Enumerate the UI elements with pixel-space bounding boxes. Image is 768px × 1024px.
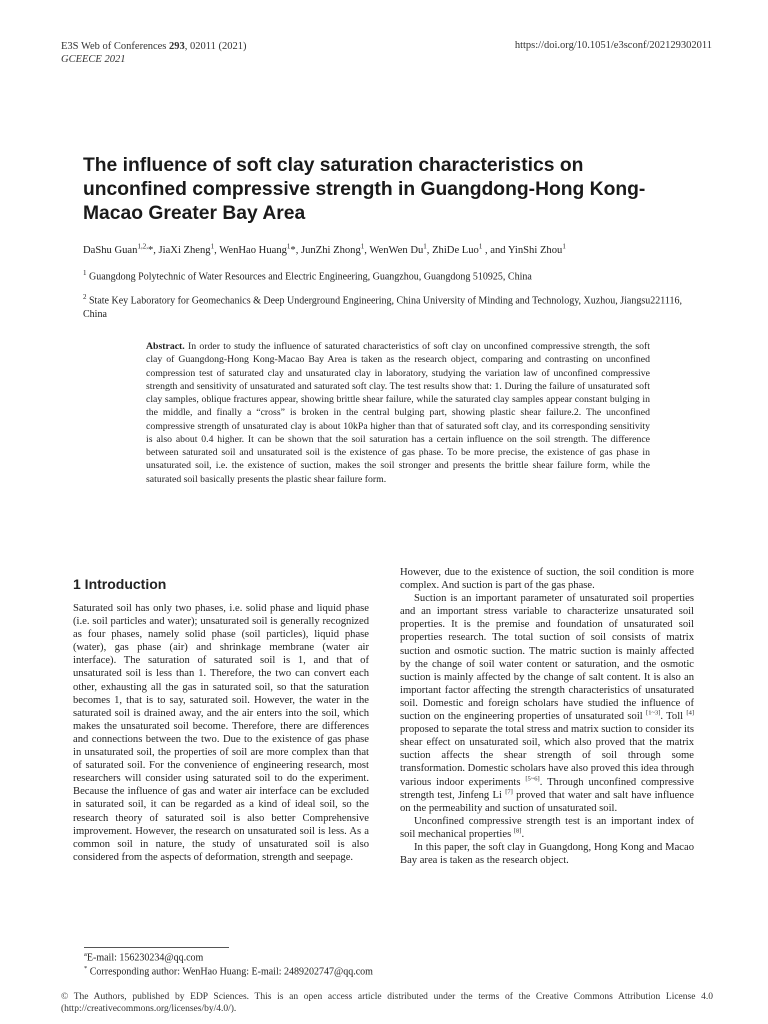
author: WenWen Du$^1$, xyxy=(369,242,433,256)
paragraph: However, due to the existence of suction, the soil condition is more complex. And suction is part of the gas phase. xyxy=(400,567,694,592)
author: ZhiDe Luo$^1$ , and xyxy=(432,242,508,256)
license-notice: © The Authors, published by EDP Sciences. This is an open access article distributed under the terms of the Creative Commons Attribution License 4.0 (http://creativecommons.org/licenses/by/4.0/). xyxy=(61,992,713,1014)
conference-name: GCEECE 2021 xyxy=(61,54,126,65)
citation-ref[interactable]: [7] xyxy=(505,788,513,796)
running-header xyxy=(61,40,247,66)
footnote-corresponding-author: * Corresponding author: WenHao Huang: E-mail: 2489202747@qq.com xyxy=(84,965,373,978)
author: YinShi Zhou$^1$ xyxy=(507,242,566,256)
author-list xyxy=(83,242,703,256)
paper-title: The influence of soft clay saturation characteristics on unconfined compressive strength in Guangdong-Hong Kong-Macao Greater Bay Area xyxy=(83,155,646,224)
abstract-text: In order to study the influence of saturated characteristics of soft clay on unconfined compressive strength, the soft clay of Guangdong-Hong Kong-Macao Bay Area is taken as the research object, comparing and contrasting on unconfined compression test of saturated clay and unsaturated clay in laboratory, studying the variation law of unconfined compressive strength and sensitivity of unsaturated and saturated soft clay. The test results show that: 1. During the failure of unsaturated soft clay samples, oblique fractures appear, showing brittle shear failure, while the saturated clay samples appear constant bulging in the middle, and finally a “cross” is broken in the central bulging part, showing plastic shear failure.2. The unconfined compressive strength of unsaturated clay is about 10kPa higher than that of saturated soft clay, and its corresponding sensitivity is also about 0.4 higher. It can be shown that the soil saturation has a certain influence on the soil strength. The difference between saturated soil and unsaturated soil is the existence of gas phase. To be more precise, the existence of gas phase in unsaturated soil, i.e. the existence of suction, makes the soil stronger and presents the brittle shear failure form, while the saturated soil basically presents the plastic shear failure form. xyxy=(146,341,650,485)
body-column-left xyxy=(73,602,369,864)
footnote-divider xyxy=(84,947,229,948)
citation-ref[interactable]: [4] xyxy=(686,709,694,717)
author: WenHao Huang$^1$*, xyxy=(219,242,302,256)
paragraph: Saturated soil has only two phases, i.e. solid phase and liquid phase (i.e. soil particles and water); unsaturated soil is generally recognized as four phases, namely solid phase (soil particles), liquid phase (water), gas phase (air) and shrinkage membrane (water air interface). The saturation of saturated soil is 1, and that of unsaturated soil is less than 1. Therefore, the two can convert each other, exhausting all the gas in saturated soil, so that the saturation becomes 1, that is to say, saturated soil. However, the water in the saturated soil is drained away, and the air enters into the soil, which makes the unsaturated soil become. Therefore, there are differences and connections between the two. Due to the existence of gas phase in unsaturated soil, the properties of soil are more complex than that of saturated soil. For the convenience of engineering research, most researchers will consider using saturated soil to do the experiment. Because the influence of gas and water air interface can be excluded in saturated soil, it can be regarded as a kind of ideal soil, so the research theory of saturated soil is also better Comprehensive improvement. However, the research on unsaturated soil is less. As a common soil in nature, the study of unsaturated soil is also considered from the aspects of deformation, strength and seepage. xyxy=(73,603,369,863)
section-heading-introduction: 1 Introduction xyxy=(73,576,167,592)
footnote-email: $^a$E-mail: 156230234@qq.com xyxy=(84,951,204,964)
abstract xyxy=(146,340,650,486)
citation-ref[interactable]: [8] xyxy=(513,827,522,835)
paragraph: Suction is an important parameter of unsaturated soil properties and an important stress variable to characterize unsaturated soil properties. It is the premise and foundation of unsaturated soil properties research. The total suction of soil consists of matrix suction and osmotic suction. The matric suction is mainly affected by the change of soil water content or saturation, and the osmotic suction is mainly affected by the change of salt content. It is also an important factor affecting the strength characteristics of unsaturated soil. Domestic and foreign scholars have studied the influence of suction on the engineering properties of unsaturated soil [1~3]. Toll [4] proposed to separate the total stress and matrix suction to consider its shear effect on unsaturated soil, which also proved that the matrix suction affects the shear strength of soil through some transformation. Domestic scholars have also proved this idea through various indoor experiments [5~6]. Through unconfined compressive strength test, Jinfeng Li [7] proved that water and salt have influence on the permeability and suction of unsaturated soil. xyxy=(400,593,694,814)
abstract-label: Abstract. xyxy=(146,341,185,352)
paragraph: Unconfined compressive strength test is an important index of soil mechanical properties [8]. xyxy=(400,815,694,840)
affiliation-2: $^2$ State Key Laboratory for Geomechanics & Deep Underground Engineering, China University of Minding and Technology, Xuzhou, Jiangsu221116, China xyxy=(83,293,682,321)
doi-link[interactable]: https://doi.org/10.1051/e3sconf/202129302011 xyxy=(514,40,712,51)
citation-ref[interactable]: [1~3] xyxy=(646,709,661,717)
journal-citation: E3S Web of Conferences 293, 02011 (2021) xyxy=(61,41,247,52)
citation-ref[interactable]: [5~6] xyxy=(525,774,540,782)
author: JiaXi Zheng$^1$, xyxy=(158,242,220,256)
author: DaShu Guan$^{1,2,}$*, xyxy=(83,242,159,256)
body-column-right xyxy=(400,566,694,867)
author: JunZhi Zhong$^1$, xyxy=(301,242,370,256)
paragraph: In this paper, the soft clay in Guangdong, Hong Kong and Macao Bay area is taken as the research object. xyxy=(400,841,694,867)
affiliation-1: $^1$ Guangdong Polytechnic of Water Resources and Electric Engineering, Guangzhou, Guangdong 510925, China xyxy=(83,269,532,283)
